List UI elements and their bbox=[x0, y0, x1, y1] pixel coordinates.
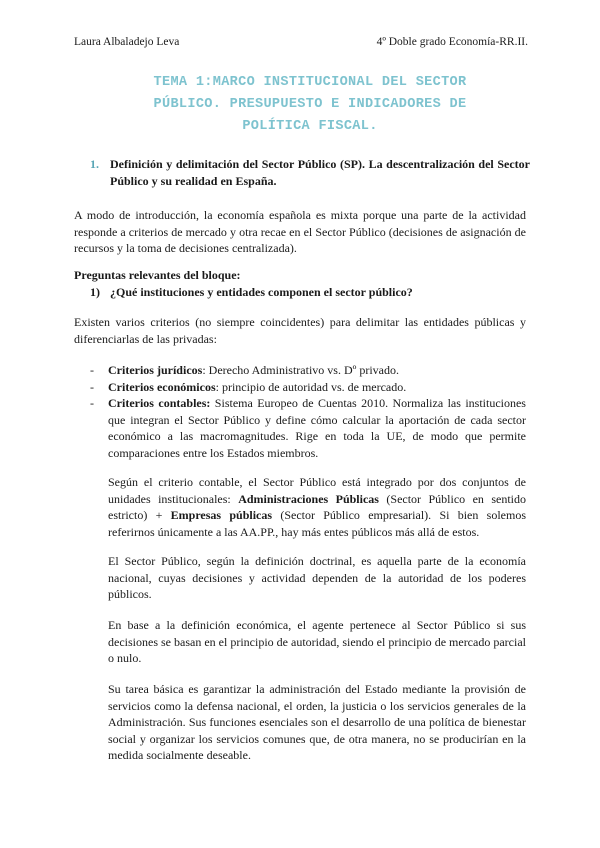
contable-text-3: (Sector Público empresarial). Si bien solemos referirnos únicamente a las AA.PP., hay más entes públicos más allá de estos. bbox=[108, 508, 526, 539]
document-title bbox=[110, 72, 510, 138]
doctrinal-paragraph: El Sector Público, según la definición doctrinal, es aquella parte de la economía nacional, cuyas decisiones y actividad dependen de la autoridad de los poderes públicos. bbox=[108, 554, 526, 601]
questions-title: Preguntas relevantes del bloque: bbox=[74, 268, 241, 282]
section-1-heading bbox=[90, 156, 530, 190]
list-item bbox=[90, 362, 526, 379]
section-1-number: 1. bbox=[90, 157, 99, 171]
contable-paragraph bbox=[108, 474, 526, 540]
criteria-text: : principio de autoridad vs. de mercado. bbox=[215, 379, 407, 394]
contable-text-2: (Sector Público en sentido estricto) + bbox=[108, 491, 527, 522]
question-1-text: ¿Qué instituciones y entidades componen el sector público? bbox=[110, 285, 413, 299]
contable-bold-2: Empresas públicas bbox=[170, 508, 273, 522]
intro-paragraph: A modo de introducción, la economía española es mixta porque una parte de la actividad responde a criterios de mercado y otra recae en el Sector Público (decisiones de asignación de recursos y la toma de decisiones centralizada). bbox=[74, 208, 526, 255]
criteria-intro-paragraph: Existen varios criterios (no siempre coincidentes) para delimitar las entidades públicas y diferenciarlas de las privadas: bbox=[74, 315, 526, 346]
contable-text-1: Según el criterio contable, el Sector Público está integrado por dos conjuntos de unidades institucionales: bbox=[108, 475, 526, 506]
list-dash: - bbox=[90, 379, 94, 394]
basic-task-paragraph: Su tarea básica es garantizar la administración del Estado mediante la provisión de servicios como la defensa nacional, el orden, la justicia o los servicios generales de la Administración. Sus funciones esenciales son el desarrollo de una política de bienestar social y organizar los servicios comunes que, de otra manera, no se producirían en la medida socialmente deseable. bbox=[108, 682, 526, 762]
criteria-label: Criterios contables: bbox=[108, 396, 211, 410]
title-line-2: PÚBLICO. PRESUPUESTO E INDICADORES DE bbox=[153, 97, 467, 112]
list-item bbox=[90, 395, 526, 461]
list-item bbox=[90, 379, 526, 396]
list-dash: - bbox=[90, 363, 94, 377]
criteria-text: Sistema Europeo de Cuentas 2010. Normaliza las instituciones que integran el Sector Público y define cómo calcular la aportación de cada sector económico a las macromagnitudes. Rige en toda la UE, de modo que permite comparaciones entre los Estados miembros. bbox=[108, 396, 526, 460]
criteria-label: Criterios jurídicos bbox=[108, 363, 203, 377]
title-line-3: POLÍTICA FISCAL. bbox=[242, 119, 378, 134]
list-dash: - bbox=[90, 396, 94, 410]
header-course: 4º Doble grado Economía-RR.II. bbox=[376, 36, 528, 48]
section-1-text: Definición y delimitación del Sector Público (SP). La descentralización del Sector Público y su realidad en España. bbox=[110, 157, 530, 188]
page-header bbox=[74, 36, 528, 48]
criteria-text: : Derecho Administrativo vs. Dº privado. bbox=[202, 363, 399, 377]
contable-bold-1: Administraciones Públicas bbox=[238, 491, 379, 506]
criteria-label: Criterios económicos bbox=[108, 379, 216, 394]
header-author: Laura Albaladejo Leva bbox=[74, 36, 180, 48]
title-line-1: TEMA 1:MARCO INSTITUCIONAL DEL SECTOR bbox=[153, 75, 467, 90]
criteria-list bbox=[90, 362, 526, 461]
question-1-number: 1) bbox=[90, 285, 100, 299]
economic-definition-paragraph: En base a la definición económica, el agente pertenece al Sector Público si sus decisiones se basan en el principio de autoridad, siendo el principio de mercado parcial o nulo. bbox=[108, 618, 526, 665]
question-1 bbox=[90, 285, 413, 300]
